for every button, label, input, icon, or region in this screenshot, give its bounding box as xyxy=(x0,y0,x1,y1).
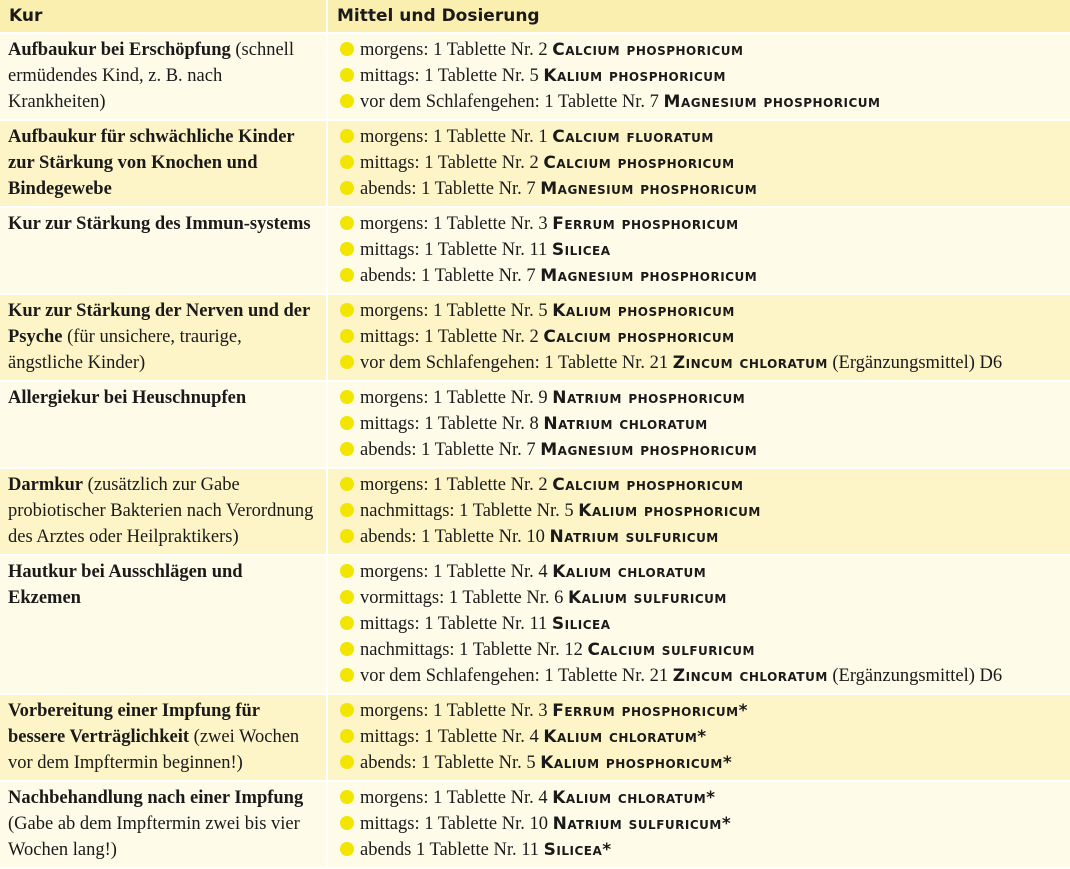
bullet-icon xyxy=(340,590,354,604)
dosage-line xyxy=(340,176,1064,202)
dosage-timing: abends 1 Tablette Nr. 11 xyxy=(360,840,544,860)
bullet-icon xyxy=(340,94,354,108)
kur-cell xyxy=(0,381,327,468)
bullet-icon xyxy=(340,129,354,143)
remedy-name: Kalium chloratum* xyxy=(552,788,716,808)
dosage-timing: mittags: 1 Tablette Nr. 2 xyxy=(360,153,544,173)
dosage-cell xyxy=(327,120,1070,207)
table-row xyxy=(0,694,1070,781)
dosage-timing: morgens: 1 Tablette Nr. 9 xyxy=(360,388,553,408)
kur-note: (schnell ermüdendes Kind, z. B. nach Krankheiten) xyxy=(8,40,294,112)
dosage-timing: mittags: 1 Tablette Nr. 4 xyxy=(360,727,544,747)
dosage-line xyxy=(340,411,1064,437)
dosage-timing: abends: 1 Tablette Nr. 7 xyxy=(360,179,541,199)
bullet-icon xyxy=(340,790,354,804)
dosage-timing: vormittags: 1 Tablette Nr. 6 xyxy=(360,588,568,608)
remedy-name: Calcium sulfuricum xyxy=(587,640,755,660)
remedy-name: Natrium phosphoricum xyxy=(552,388,746,408)
dosage-cell xyxy=(327,468,1070,555)
dosage-line xyxy=(340,263,1064,289)
dosage-timing: abends: 1 Tablette Nr. 7 xyxy=(360,440,541,460)
kur-title: Aufbaukur bei Erschöpfung xyxy=(8,40,231,60)
dosage-timing: morgens: 1 Tablette Nr. 3 xyxy=(360,214,553,234)
kur-cell xyxy=(0,555,327,694)
kur-title: Hautkur bei Ausschlägen und Ekzemen xyxy=(8,562,243,608)
bullet-icon xyxy=(340,155,354,169)
bullet-icon xyxy=(340,216,354,230)
dosage-line xyxy=(340,37,1064,63)
dosage-line xyxy=(340,324,1064,350)
table-row xyxy=(0,207,1070,294)
dosage-cell xyxy=(327,694,1070,781)
bullet-icon xyxy=(340,68,354,82)
bullet-icon xyxy=(340,729,354,743)
remedy-name: Zincum chloratum xyxy=(672,666,828,686)
kur-title: Nachbehandlung nach einer Impfung xyxy=(8,788,304,808)
dosage-line xyxy=(340,724,1064,750)
dosage-timing: mittags: 1 Tablette Nr. 11 xyxy=(360,240,552,260)
header-mittel-dosierung: Mittel und Dosierung xyxy=(327,0,1070,33)
remedy-name: Silicea xyxy=(551,614,611,634)
bullet-icon xyxy=(340,529,354,543)
dosage-cell xyxy=(327,381,1070,468)
dosage-timing: vor dem Schlafengehen: 1 Tablette Nr. 21 xyxy=(360,666,673,686)
dosage-cell xyxy=(327,33,1070,120)
bullet-icon xyxy=(340,442,354,456)
dosage-timing: abends: 1 Tablette Nr. 10 xyxy=(360,527,550,547)
bullet-icon xyxy=(340,416,354,430)
remedy-name: Zincum chloratum xyxy=(672,353,828,373)
dosage-note: (Ergänzungsmittel) D6 xyxy=(827,353,1003,373)
dosage-timing: morgens: 1 Tablette Nr. 2 xyxy=(360,40,553,60)
dosage-line xyxy=(340,385,1064,411)
dosage-line xyxy=(340,663,1064,689)
remedy-name: Calcium phosphoricum xyxy=(543,153,735,173)
dosage-timing: morgens: 1 Tablette Nr. 3 xyxy=(360,701,553,721)
kur-cell xyxy=(0,294,327,381)
bullet-icon xyxy=(340,564,354,578)
dosage-line xyxy=(340,811,1064,837)
dosage-line xyxy=(340,124,1064,150)
remedy-name: Calcium phosphoricum xyxy=(552,475,744,495)
kur-cell xyxy=(0,468,327,555)
dosage-timing: mittags: 1 Tablette Nr. 5 xyxy=(360,66,544,86)
kur-note: (für unsichere, traurige, ängstliche Kinder) xyxy=(8,327,242,373)
dosage-timing: morgens: 1 Tablette Nr. 1 xyxy=(360,127,553,147)
bullet-icon xyxy=(340,842,354,856)
kur-cell xyxy=(0,694,327,781)
table-row xyxy=(0,294,1070,381)
dosage-timing: mittags: 1 Tablette Nr. 2 xyxy=(360,327,544,347)
remedy-name: Magnesium phosphoricum xyxy=(540,179,758,199)
dosage-timing: morgens: 1 Tablette Nr. 2 xyxy=(360,475,553,495)
dosage-line xyxy=(340,585,1064,611)
dosage-line xyxy=(340,437,1064,463)
remedy-name: Silicea xyxy=(551,240,611,260)
kur-note: (zwei Wochen vor dem Impftermin beginnen!) xyxy=(8,727,300,773)
table-header xyxy=(0,0,1070,33)
remedy-name: Calcium phosphoricum xyxy=(543,327,735,347)
bullet-icon xyxy=(340,42,354,56)
dosage-timing: abends: 1 Tablette Nr. 5 xyxy=(360,753,541,773)
table-row xyxy=(0,33,1070,120)
remedy-name: Calcium fluoratum xyxy=(552,127,714,147)
dosage-timing: nachmittags: 1 Tablette Nr. 5 xyxy=(360,501,579,521)
remedy-name: Calcium phosphoricum xyxy=(552,40,744,60)
bullet-icon xyxy=(340,642,354,656)
remedy-name: Magnesium phosphoricum xyxy=(663,92,881,112)
remedy-name: Magnesium phosphoricum xyxy=(540,440,758,460)
bullet-icon xyxy=(340,329,354,343)
dosage-timing: morgens: 1 Tablette Nr. 4 xyxy=(360,788,553,808)
kur-title: Vorbereitung einer Impfung für bessere Verträglichkeit xyxy=(8,701,260,747)
dosage-note: (Ergänzungsmittel) D6 xyxy=(827,666,1003,686)
kur-title: Aufbaukur für schwächliche Kinder zur Stärkung von Knochen und Bindegewebe xyxy=(8,127,295,199)
dosage-line xyxy=(340,611,1064,637)
dosage-line xyxy=(340,211,1064,237)
table-row xyxy=(0,120,1070,207)
remedy-name: Kalium sulfuricum xyxy=(568,588,727,608)
dosage-cell xyxy=(327,207,1070,294)
dosage-timing: vor dem Schlafengehen: 1 Tablette Nr. 7 xyxy=(360,92,664,112)
remedy-name: Kalium phosphoricum* xyxy=(540,753,733,773)
bullet-icon xyxy=(340,477,354,491)
kur-cell xyxy=(0,33,327,120)
bullet-icon xyxy=(340,703,354,717)
dosage-cell xyxy=(327,555,1070,694)
remedy-name: Kalium phosphoricum xyxy=(578,501,761,521)
header-kur: Kur xyxy=(0,0,327,33)
dosage-line xyxy=(340,785,1064,811)
kur-title: Kur zur Stärkung der Nerven und der Psyche xyxy=(8,301,310,347)
dosage-timing: abends: 1 Tablette Nr. 7 xyxy=(360,266,541,286)
dosage-line xyxy=(340,559,1064,585)
bullet-icon xyxy=(340,616,354,630)
dosage-line xyxy=(340,89,1064,115)
dosage-timing: nachmittags: 1 Tablette Nr. 12 xyxy=(360,640,588,660)
bullet-icon xyxy=(340,755,354,769)
kur-note: (Gabe ab dem Impftermin zwei bis vier Wochen lang!) xyxy=(8,814,300,860)
dosage-timing: mittags: 1 Tablette Nr. 11 xyxy=(360,614,552,634)
dosage-timing: morgens: 1 Tablette Nr. 5 xyxy=(360,301,553,321)
table-row xyxy=(0,781,1070,868)
remedy-name: Natrium chloratum xyxy=(543,414,708,434)
bullet-icon xyxy=(340,816,354,830)
dosage-line xyxy=(340,350,1064,376)
dosage-line xyxy=(340,298,1064,324)
dosage-timing: mittags: 1 Tablette Nr. 10 xyxy=(360,814,553,834)
dosage-timing: morgens: 1 Tablette Nr. 4 xyxy=(360,562,553,582)
kur-cell xyxy=(0,781,327,868)
bullet-icon xyxy=(340,668,354,682)
dosage-line xyxy=(340,750,1064,776)
remedy-name: Kalium chloratum* xyxy=(543,727,707,747)
kur-title: Allergiekur bei Heuschnupfen xyxy=(8,388,247,408)
kur-note: (zusätzlich zur Gabe probiotischer Bakterien nach Verordnung des Arztes oder Heilpraktikers) xyxy=(8,475,314,547)
bullet-icon xyxy=(340,355,354,369)
remedy-name: Kalium phosphoricum xyxy=(543,66,726,86)
kur-title: Darmkur xyxy=(8,475,84,495)
table-row xyxy=(0,555,1070,694)
dosage-line xyxy=(340,837,1064,863)
dosage-line xyxy=(340,237,1064,263)
remedy-name: Magnesium phosphoricum xyxy=(540,266,758,286)
kur-cell xyxy=(0,207,327,294)
dosage-line xyxy=(340,472,1064,498)
table-row xyxy=(0,381,1070,468)
bullet-icon xyxy=(340,242,354,256)
bullet-icon xyxy=(340,303,354,317)
dosage-timing: mittags: 1 Tablette Nr. 8 xyxy=(360,414,544,434)
bullet-icon xyxy=(340,181,354,195)
table-body xyxy=(0,33,1070,868)
remedy-name: Ferrum phosphoricum* xyxy=(552,701,748,721)
remedy-name: Ferrum phosphoricum xyxy=(552,214,739,234)
bullet-icon xyxy=(340,503,354,517)
dosage-timing: vor dem Schlafengehen: 1 Tablette Nr. 21 xyxy=(360,353,673,373)
header-row xyxy=(0,0,1070,33)
remedy-name: Silicea* xyxy=(543,840,612,860)
dosage-line xyxy=(340,498,1064,524)
dosage-line xyxy=(340,637,1064,663)
dosage-cell xyxy=(327,294,1070,381)
remedy-name: Kalium chloratum xyxy=(552,562,707,582)
bullet-icon xyxy=(340,390,354,404)
dosage-line xyxy=(340,698,1064,724)
bullet-icon xyxy=(340,268,354,282)
remedy-name: Kalium phosphoricum xyxy=(552,301,735,321)
dosage-line xyxy=(340,150,1064,176)
table-row xyxy=(0,468,1070,555)
kur-title: Kur zur Stärkung des Immun-systems xyxy=(8,214,311,234)
dosage-line xyxy=(340,524,1064,550)
kur-cell xyxy=(0,120,327,207)
remedy-name: Natrium sulfuricum* xyxy=(552,814,732,834)
dosage-line xyxy=(340,63,1064,89)
dosage-cell xyxy=(327,781,1070,868)
remedy-name: Natrium sulfuricum xyxy=(549,527,719,547)
